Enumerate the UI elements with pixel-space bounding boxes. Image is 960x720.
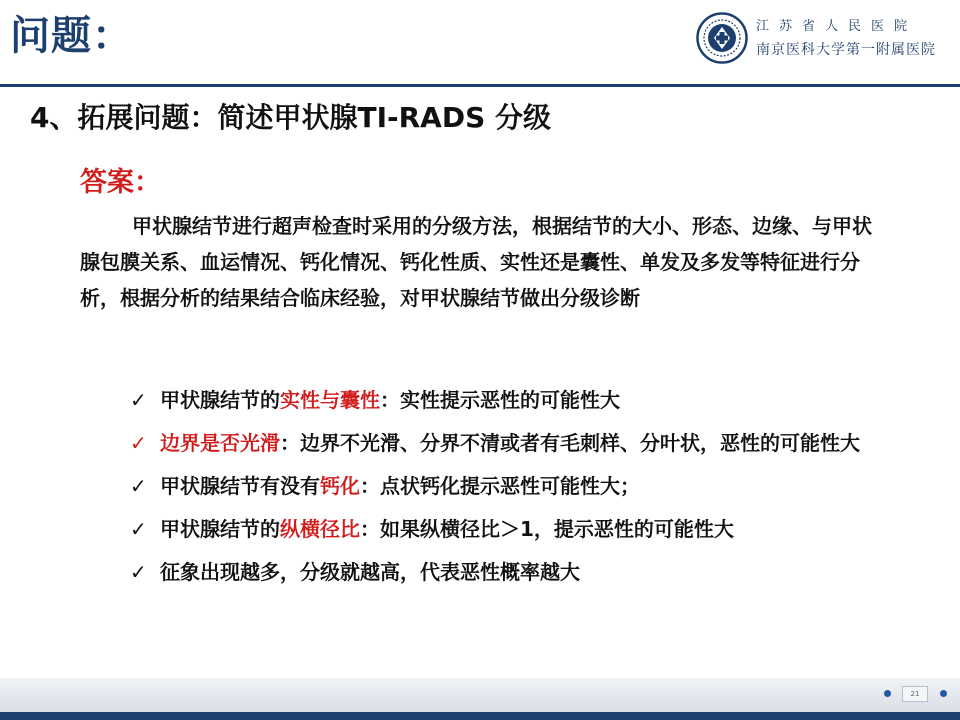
footer-dot-icon [940, 690, 947, 697]
header-divider [0, 84, 960, 87]
answer-paragraph: 甲状腺结节进行超声检查时采用的分级方法，根据结节的大小、形态、边缘、与甲状腺包膜关系、血运情况、钙化情况、钙化性质、实性还是囊性、单发及多发等特征进行分析，根据分析的结果结合临床经验，对甲状腺结节做出分级诊断 [80, 214, 872, 310]
item-text-pre: 甲状腺结节有没有 [160, 474, 320, 498]
item-text-post: ：如果纵横径比＞1，提示恶性的可能性大 [360, 517, 734, 541]
item-highlight: 钙化 [320, 474, 360, 498]
item-text-post: ：实性提示恶性的可能性大 [380, 388, 620, 412]
list-item [130, 511, 890, 547]
list-item [130, 425, 890, 461]
list-item [130, 468, 890, 504]
criteria-list [130, 382, 890, 597]
check-mark-icon: ✓ [130, 388, 147, 412]
item-text-post: ：边界不光滑、分界不清或者有毛刺样、分叶状，恶性的可能性大 [280, 431, 860, 455]
item-highlight: 实性与囊性 [280, 388, 380, 412]
item-highlight: 边界是否光滑 [160, 431, 280, 455]
list-item [130, 554, 890, 590]
hospital-logo [696, 12, 956, 68]
footer-band [0, 678, 960, 712]
check-mark-icon: ✓ [130, 560, 147, 584]
item-text-post: ：点状钙化提示恶性可能性大； [360, 474, 640, 498]
question-subtitle: 4、拓展问题：简述甲状腺TI-RADS 分级 [30, 101, 552, 134]
page-number: 21 [902, 686, 928, 702]
answer-label: 答案： [80, 167, 161, 198]
check-mark-icon: ✓ [130, 517, 147, 541]
page-title: 问题： [10, 13, 133, 59]
footer-divider [0, 712, 960, 720]
list-item [130, 382, 890, 418]
hospital-name-line1: 江苏省人民医院 [756, 19, 918, 34]
hospital-seal-icon [696, 12, 748, 64]
check-mark-icon: ✓ [130, 474, 147, 498]
item-text-pre: 甲状腺结节的 [160, 388, 280, 412]
item-text-pre: 甲状腺结节的 [160, 517, 280, 541]
footer-dot-icon [884, 690, 891, 697]
check-mark-icon: ✓ [130, 431, 147, 455]
hospital-name-line2: 南京医科大学第一附属医院 [756, 42, 936, 58]
item-text-pre: 征象出现越多，分级就越高，代表恶性概率越大 [160, 560, 580, 584]
item-highlight: 纵横径比 [280, 517, 360, 541]
